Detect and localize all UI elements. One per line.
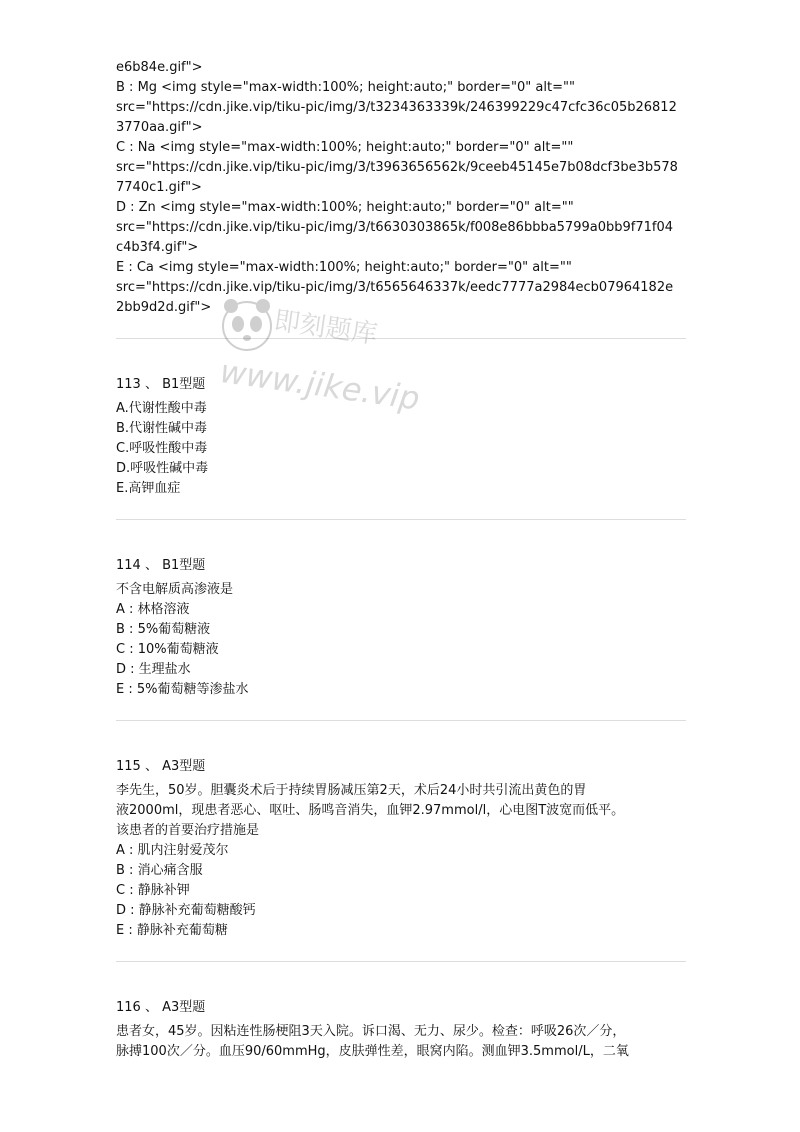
question-114 — [116, 556, 686, 700]
question-stem: 李先生，50岁。胆囊炎术后于持续胃肠减压第2天，术后24小时共引流出黄色的胃 — [116, 783, 587, 798]
question-stem: 患者女，45岁。因粘连性肠梗阻3天入院。诉口渴、无力、尿少。检查：呼吸26次／分， — [116, 1024, 626, 1039]
option-e: E.高钾血症 — [116, 481, 181, 496]
option-e: E : 静脉补充葡萄糖 — [116, 923, 228, 938]
text-line: src="https://cdn.jike.vip/tiku-pic/img/3/t6630303865k/f008e86bbba5799a0bb9f71f04 — [116, 220, 673, 235]
text-line: src="https://cdn.jike.vip/tiku-pic/img/3/t6565646337k/eedc7777a2984ecb07964182e — [116, 280, 674, 295]
option-a: A : 林格溶液 — [116, 602, 190, 617]
option-a: A.代谢性酸中毒 — [116, 401, 207, 416]
option-d: D : 生理盐水 — [116, 662, 191, 677]
text-line: E : Ca <img style="max-width:100%; height:auto;" border="0" alt="" — [116, 260, 572, 275]
text-line: c4b3f4.gif"> — [116, 240, 199, 255]
question-113 — [116, 375, 686, 499]
option-d: D : 静脉补充葡萄糖酸钙 — [116, 903, 256, 918]
option-b: B.代谢性碱中毒 — [116, 421, 208, 436]
text-line: e6b84e.gif"> — [116, 60, 203, 75]
option-e: E : 5%葡萄糖等渗盐水 — [116, 682, 249, 697]
text-line: 3770aa.gif"> — [116, 120, 203, 135]
option-b: B : 消心痛含服 — [116, 863, 203, 878]
text-line: 7740c1.gif"> — [116, 180, 202, 195]
divider — [116, 720, 686, 721]
watermark-text-cn: 即刻题库 — [271, 305, 380, 351]
question-116 — [116, 998, 686, 1062]
option-c: C : 10%葡萄糖液 — [116, 642, 219, 657]
text-line: C : Na <img style="max-width:100%; height:auto;" border="0" alt="" — [116, 140, 574, 155]
question-header: 116 、 A3型题 — [116, 1000, 206, 1015]
question-header: 115 、 A3型题 — [116, 759, 206, 774]
document-page — [116, 58, 686, 1062]
option-list-prev — [116, 58, 686, 318]
question-115 — [116, 757, 686, 941]
option-c: C.呼吸性酸中毒 — [116, 441, 208, 456]
watermark-text-en: www.jike.vip — [217, 352, 422, 418]
option-d: D.呼吸性碱中毒 — [116, 461, 209, 476]
text-line: src="https://cdn.jike.vip/tiku-pic/img/3/t3963656562k/9ceeb45145e7b08dcf3be3b578 — [116, 160, 678, 175]
question-stem: 该患者的首要治疗措施是 — [116, 823, 260, 838]
divider — [116, 519, 686, 520]
option-b: B : 5%葡萄糖液 — [116, 622, 211, 637]
question-stem: 脉搏100次／分。血压90/60mmHg，皮肤弹性差，眼窝内陷。测血钾3.5mmol/L，二氧 — [116, 1044, 629, 1059]
text-line: B : Mg <img style="max-width:100%; height:auto;" border="0" alt="" — [116, 80, 575, 95]
text-line: 2bb9d2d.gif"> — [116, 300, 212, 315]
option-a: A : 肌内注射爱茂尔 — [116, 843, 229, 858]
text-line: D : Zn <img style="max-width:100%; height:auto;" border="0" alt="" — [116, 200, 574, 215]
question-header: 113 、 B1型题 — [116, 377, 206, 392]
question-stem: 不含电解质高渗液是 — [116, 582, 234, 597]
question-stem: 液2000ml，现患者恶心、呕吐、肠鸣音消失，血钾2.97mmol/l，心电图T波宽而低平。 — [116, 803, 625, 818]
divider — [116, 338, 686, 339]
question-header: 114 、 B1型题 — [116, 558, 206, 573]
option-c: C : 静脉补钾 — [116, 883, 190, 898]
text-line: src="https://cdn.jike.vip/tiku-pic/img/3/t3234363339k/246399229c47cfc36c05b26812 — [116, 100, 677, 115]
divider — [116, 961, 686, 962]
